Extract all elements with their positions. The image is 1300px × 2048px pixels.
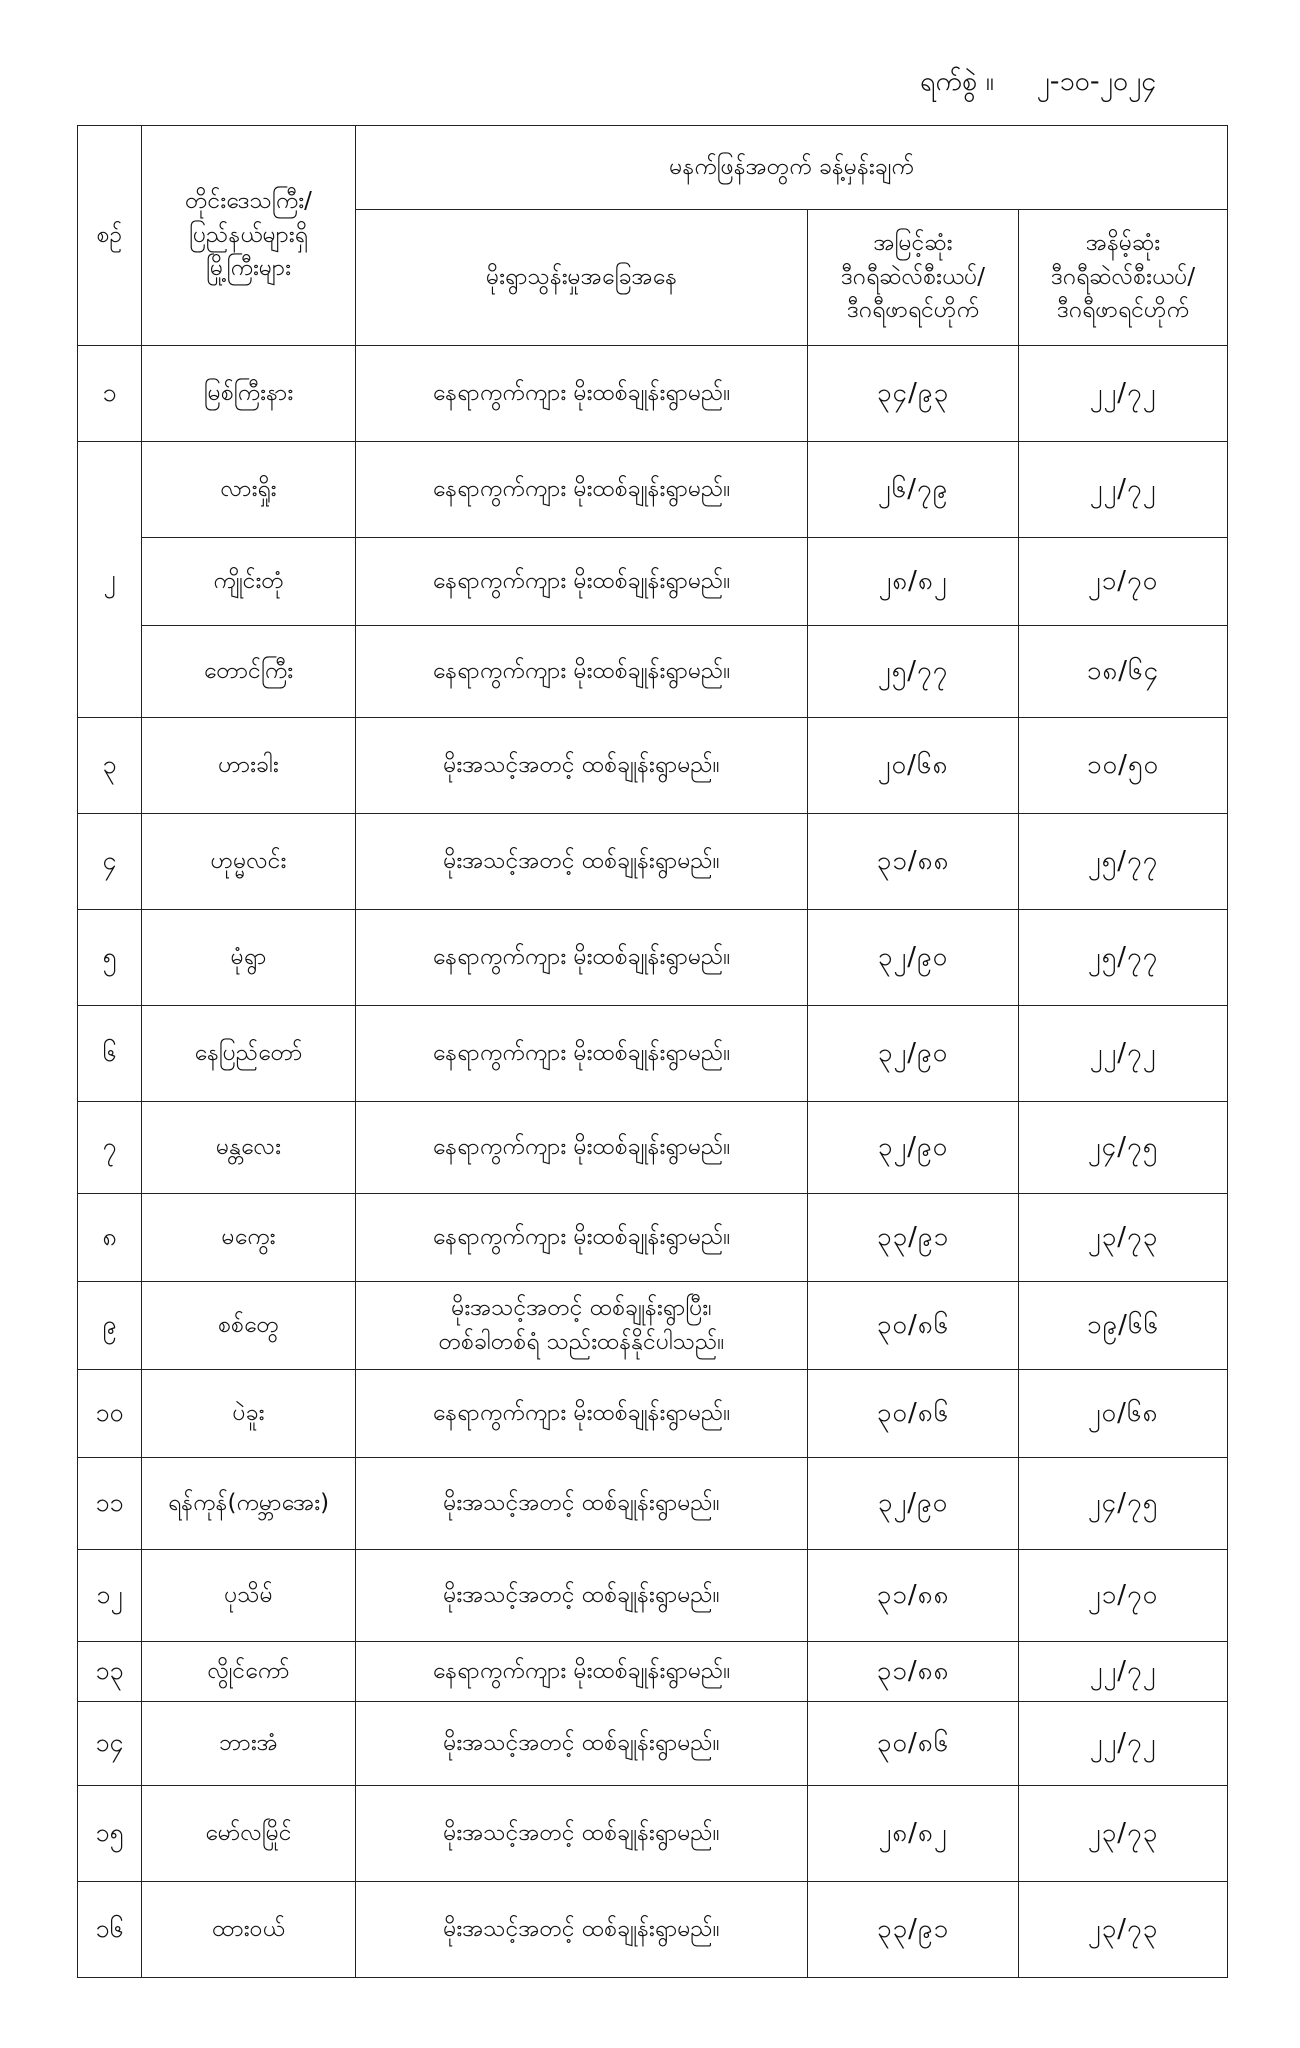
cell-max-temperature: ၃၃/၉၁: [808, 1194, 1019, 1282]
cell-max-temperature: ၃၃/၉၁: [808, 1882, 1019, 1978]
table-row: [78, 1102, 1228, 1194]
header-min-temperature: [1019, 210, 1228, 346]
header-min-line: အနိမ့်ဆုံး: [1085, 230, 1161, 257]
table-row: [78, 910, 1228, 1006]
cell-rain-condition: [356, 1458, 808, 1550]
header-max-line: ဒီဂရီဆဲလ်စီးယပ်/: [840, 263, 986, 290]
condition-line: မိုးအသင့်အတင့် ထစ်ချုန်းရွာမည်။: [443, 751, 720, 778]
condition-line: နေရာကွက်ကျား မိုးထစ်ချုန်းရွာမည်။: [432, 475, 731, 502]
cell-min-temperature: ၂၂/၇၂: [1019, 1702, 1228, 1786]
cell-min-temperature: ၁၈/၆၄: [1019, 626, 1228, 718]
cell-max-temperature: ၃၀/၈၆: [808, 1702, 1019, 1786]
condition-line: နေရာကွက်ကျား မိုးထစ်ချုန်းရွာမည်။: [432, 1399, 731, 1426]
cell-max-temperature: ၃၂/၉၀: [808, 1458, 1019, 1550]
cell-serial-number: ၁၁: [78, 1458, 142, 1550]
table-row: [78, 814, 1228, 910]
header-max-line: ဒီဂရီဖာရင်ဟိုက်: [847, 297, 979, 324]
table-row: [78, 626, 1228, 718]
condition-line: မိုးအသင့်အတင့် ထစ်ချုန်းရွာမည်။: [443, 1581, 720, 1608]
cell-serial-number: ၉: [78, 1282, 142, 1370]
cell-max-temperature: ၃၂/၉၀: [808, 1006, 1019, 1102]
cell-max-temperature: ၃၄/၉၃: [808, 346, 1019, 442]
table-row: [78, 1458, 1228, 1550]
date-label: ရက်စွဲ ။: [920, 66, 994, 97]
cell-city: တောင်ကြီး: [142, 626, 356, 718]
cell-rain-condition: [356, 718, 808, 814]
cell-serial-number: ၁၆: [78, 1882, 142, 1978]
table-row: [78, 346, 1228, 442]
header-city-line: ပြည်နယ်များရှိ: [189, 221, 308, 248]
header-forecast-group: မနက်ဖြန်အတွက် ခန့်မှန်းချက်: [356, 126, 1228, 210]
condition-line: နေရာကွက်ကျား မိုးထစ်ချုန်းရွာမည်။: [432, 1223, 731, 1250]
cell-city: ဟုမ္မလင်း: [142, 814, 356, 910]
condition-line: နေရာကွက်ကျား မိုးထစ်ချုန်းရွာမည်။: [432, 657, 731, 684]
cell-min-temperature: ၂၄/၇၅: [1019, 1102, 1228, 1194]
table-row: [78, 718, 1228, 814]
cell-min-temperature: ၂၂/၇၂: [1019, 1642, 1228, 1702]
table-row: [78, 1370, 1228, 1458]
cell-rain-condition: [356, 1550, 808, 1642]
table-header: [78, 126, 1228, 346]
condition-line: မိုးအသင့်အတင့် ထစ်ချုန်းရွာမည်။: [443, 1819, 720, 1846]
condition-line: မိုးအသင့်အတင့် ထစ်ချုန်းရွာမည်။: [443, 1915, 720, 1942]
header-max-line: အမြင့်ဆုံး: [873, 230, 953, 257]
cell-serial-number: ၁၅: [78, 1786, 142, 1882]
condition-line: နေရာကွက်ကျား မိုးထစ်ချုန်းရွာမည်။: [432, 379, 731, 406]
cell-city: မုံရွာ: [142, 910, 356, 1006]
cell-max-temperature: ၂၅/၇၇: [808, 626, 1019, 718]
table-row: [78, 1006, 1228, 1102]
condition-line: မိုးအသင့်အတင့် ထစ်ချုန်းရွာမည်။: [443, 1729, 720, 1756]
cell-rain-condition: [356, 910, 808, 1006]
cell-rain-condition: [356, 1882, 808, 1978]
document-date: [920, 58, 1200, 106]
cell-serial-number: ၇: [78, 1102, 142, 1194]
cell-rain-condition: [356, 442, 808, 538]
cell-min-temperature: ၂၃/၇၃: [1019, 1882, 1228, 1978]
condition-line: နေရာကွက်ကျား မိုးထစ်ချုန်းရွာမည်။: [432, 567, 731, 594]
cell-max-temperature: ၃၂/၉၀: [808, 910, 1019, 1006]
table-row: [78, 1550, 1228, 1642]
cell-rain-condition: [356, 538, 808, 626]
cell-max-temperature: ၃၁/၈၈: [808, 1550, 1019, 1642]
cell-city: လားရှိုး: [142, 442, 356, 538]
cell-rain-condition: [356, 1282, 808, 1370]
cell-city: ပဲခူး: [142, 1370, 356, 1458]
cell-city: ကျိုင်းတုံ: [142, 538, 356, 626]
cell-min-temperature: ၂၂/၇၂: [1019, 1006, 1228, 1102]
cell-max-temperature: ၂၆/၇၉: [808, 442, 1019, 538]
table-row: [78, 1194, 1228, 1282]
table-row: [78, 1282, 1228, 1370]
cell-min-temperature: ၁၉/၆၆: [1019, 1282, 1228, 1370]
cell-city: ဟားခါး: [142, 718, 356, 814]
cell-max-temperature: ၂၈/၈၂: [808, 1786, 1019, 1882]
header-city: [142, 126, 356, 346]
condition-line: တစ်ခါတစ်ရံ သည်းထန်နိုင်ပါသည်။: [438, 1328, 725, 1355]
cell-city: မော်လမြိုင်: [142, 1786, 356, 1882]
cell-rain-condition: [356, 1642, 808, 1702]
cell-max-temperature: ၃၁/၈၈: [808, 814, 1019, 910]
condition-line: မိုးအသင့်အတင့် ထစ်ချုန်းရွာမည်။: [443, 847, 720, 874]
cell-min-temperature: ၂၂/၇၂: [1019, 346, 1228, 442]
cell-min-temperature: ၂၅/၇၇: [1019, 814, 1228, 910]
cell-city: ပုသိမ်: [142, 1550, 356, 1642]
cell-min-temperature: ၂၄/၇၅: [1019, 1458, 1228, 1550]
cell-city: ဘားအံ: [142, 1702, 356, 1786]
cell-min-temperature: ၂၃/၇၃: [1019, 1786, 1228, 1882]
cell-min-temperature: ၂၃/၇၃: [1019, 1194, 1228, 1282]
cell-max-temperature: ၃၀/၈၆: [808, 1370, 1019, 1458]
cell-serial-number: ၁၄: [78, 1702, 142, 1786]
cell-city: ထားဝယ်: [142, 1882, 356, 1978]
cell-rain-condition: [356, 814, 808, 910]
cell-city: စစ်တွေ: [142, 1282, 356, 1370]
cell-rain-condition: [356, 626, 808, 718]
table-row: [78, 538, 1228, 626]
cell-serial-number: ၁၂: [78, 1550, 142, 1642]
condition-line: မိုးအသင့်အတင့် ထစ်ချုန်းရွာမည်။: [443, 1489, 720, 1516]
cell-min-temperature: ၂၀/၆၈: [1019, 1370, 1228, 1458]
cell-rain-condition: [356, 1102, 808, 1194]
header-min-line: ဒီဂရီဆဲလ်စီးယပ်/: [1050, 263, 1196, 290]
cell-serial-number: ၁: [78, 346, 142, 442]
cell-serial-number: ၁၀: [78, 1370, 142, 1458]
cell-min-temperature: ၂၂/၇၂: [1019, 442, 1228, 538]
cell-city: ရန်ကုန်(ကမ္ဘာအေး): [142, 1458, 356, 1550]
cell-max-temperature: ၃၀/၈၆: [808, 1282, 1019, 1370]
table-row: [78, 1786, 1228, 1882]
cell-city: လွိုင်ကော်: [142, 1642, 356, 1702]
cell-max-temperature: ၃၁/၈၈: [808, 1642, 1019, 1702]
cell-min-temperature: ၂၅/၇၇: [1019, 910, 1228, 1006]
header-city-line: တိုင်းဒေသကြီး/: [185, 188, 312, 215]
cell-rain-condition: [356, 1006, 808, 1102]
cell-city: နေပြည်တော်: [142, 1006, 356, 1102]
table-row: [78, 1702, 1228, 1786]
cell-rain-condition: [356, 1786, 808, 1882]
header-max-temperature: [808, 210, 1019, 346]
header-serial-number: စဉ်: [78, 126, 142, 346]
cell-city: မကွေး: [142, 1194, 356, 1282]
cell-serial-number: ၂: [78, 442, 142, 718]
cell-serial-number: ၆: [78, 1006, 142, 1102]
cell-city: မန္တလေး: [142, 1102, 356, 1194]
cell-serial-number: ၃: [78, 718, 142, 814]
cell-rain-condition: [356, 1194, 808, 1282]
condition-line: နေရာကွက်ကျား မိုးထစ်ချုန်းရွာမည်။: [432, 1133, 731, 1160]
cell-max-temperature: ၂၈/၈၂: [808, 538, 1019, 626]
table-row: [78, 1882, 1228, 1978]
cell-serial-number: ၅: [78, 910, 142, 1006]
cell-max-temperature: ၃၂/၉၀: [808, 1102, 1019, 1194]
table-body: [78, 346, 1228, 1978]
cell-rain-condition: [356, 1702, 808, 1786]
cell-serial-number: ၄: [78, 814, 142, 910]
table-row: [78, 1642, 1228, 1702]
cell-min-temperature: ၁၀/၅၀: [1019, 718, 1228, 814]
header-min-line: ဒီဂရီဖာရင်ဟိုက်: [1057, 297, 1189, 324]
cell-max-temperature: ၂၀/၆၈: [808, 718, 1019, 814]
date-value: ၂-၁၀-၂၀၂၄: [1036, 66, 1157, 97]
condition-line: မိုးအသင့်အတင့် ထစ်ချုန်းရွာပြီး၊: [451, 1295, 712, 1322]
condition-line: နေရာကွက်ကျား မိုးထစ်ချုန်းရွာမည်။: [432, 1657, 731, 1684]
cell-min-temperature: ၂၁/၇၀: [1019, 1550, 1228, 1642]
header-city-line: မြို့ကြီးများ: [206, 255, 291, 282]
cell-serial-number: ၈: [78, 1194, 142, 1282]
forecast-table: [77, 125, 1228, 1978]
cell-rain-condition: [356, 346, 808, 442]
table-row: [78, 442, 1228, 538]
cell-min-temperature: ၂၁/၇၀: [1019, 538, 1228, 626]
cell-rain-condition: [356, 1370, 808, 1458]
cell-city: မြစ်ကြီးနား: [142, 346, 356, 442]
condition-line: နေရာကွက်ကျား မိုးထစ်ချုန်းရွာမည်။: [432, 943, 731, 970]
cell-serial-number: ၁၃: [78, 1642, 142, 1702]
condition-line: နေရာကွက်ကျား မိုးထစ်ချုန်းရွာမည်။: [432, 1039, 731, 1066]
header-rain-condition: မိုးရွာသွန်းမှုအခြေအနေ: [356, 210, 808, 346]
